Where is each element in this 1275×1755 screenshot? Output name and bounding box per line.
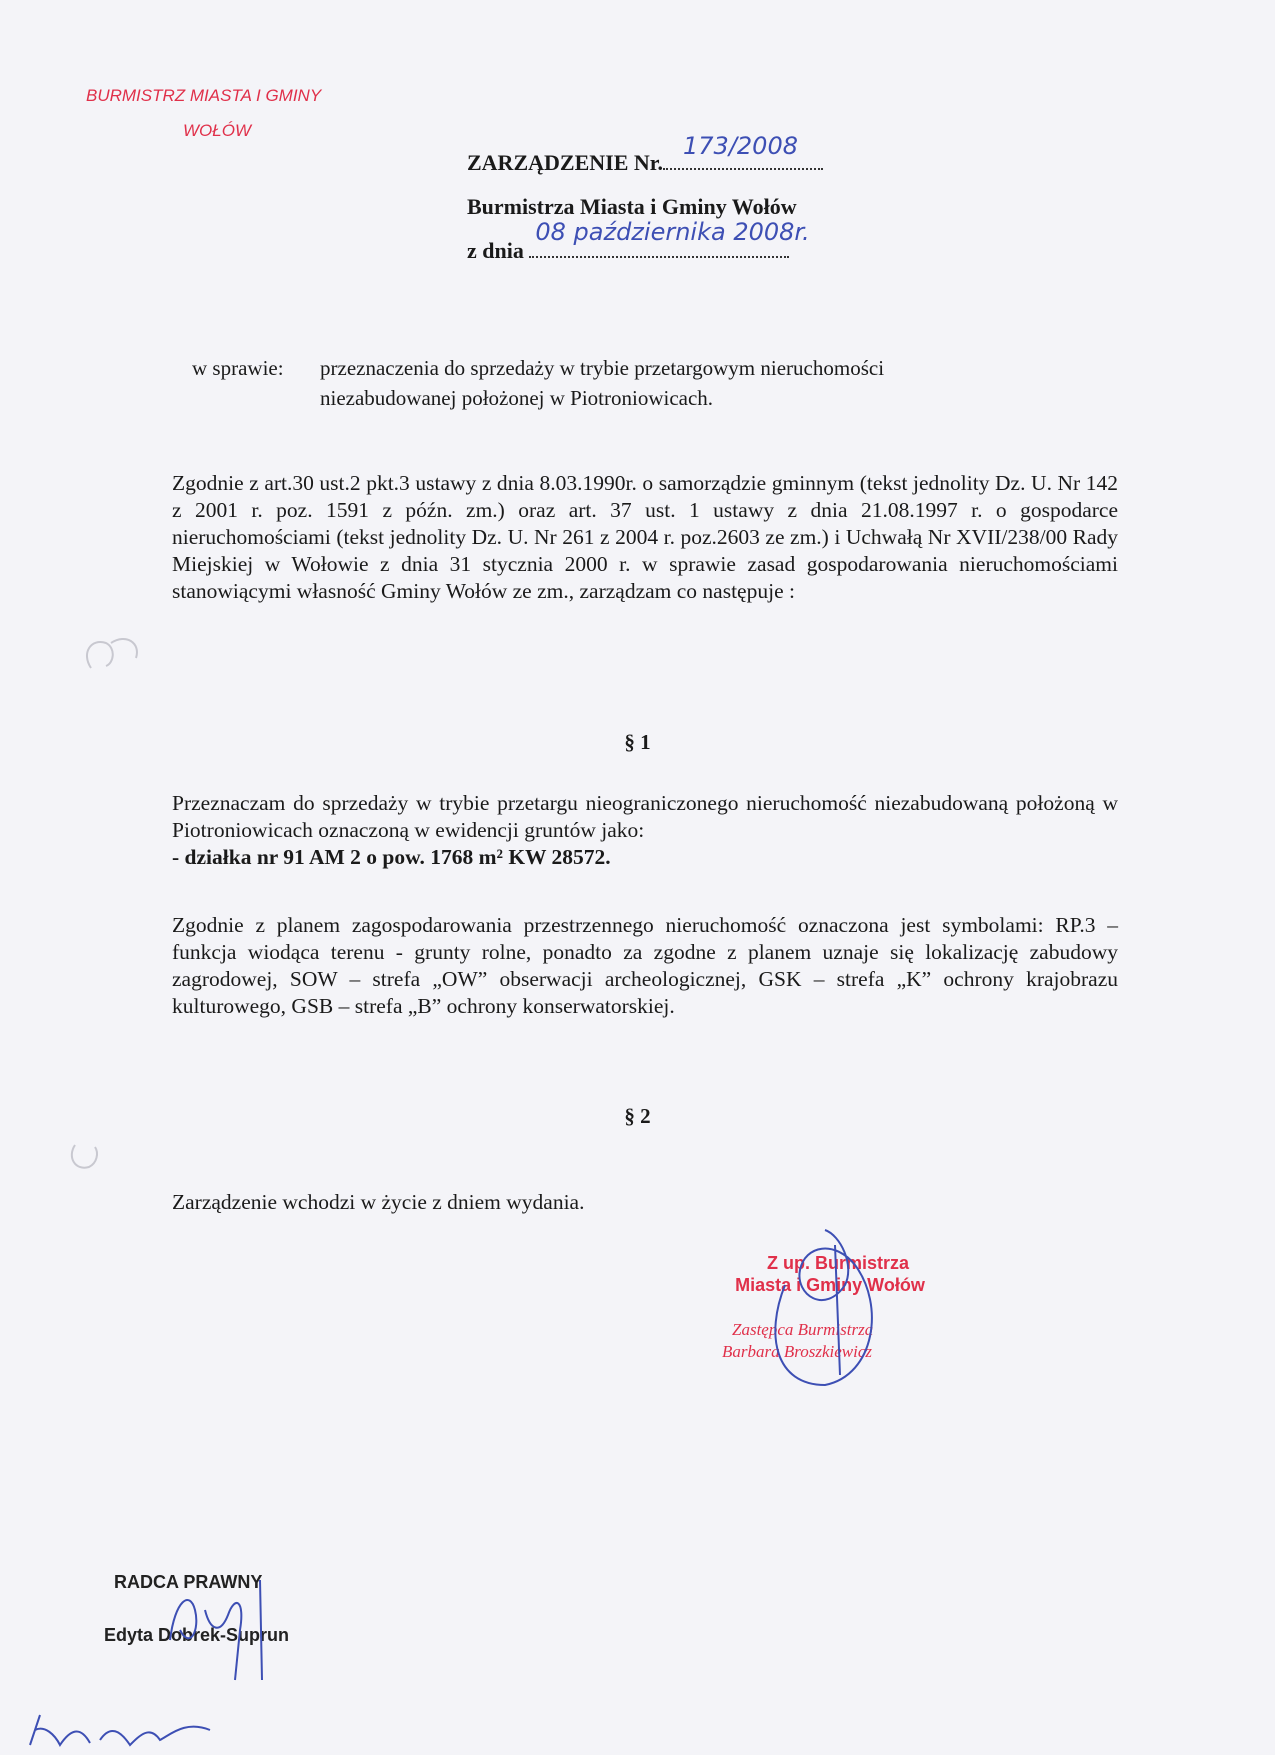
signature-stamp-line2: Miasta i Gminy Wołów bbox=[735, 1275, 925, 1295]
handwritten-signature-blue bbox=[745, 1225, 895, 1395]
punch-hole-mark bbox=[65, 1135, 105, 1175]
authority-line: Burmistrza Miasta i Gminy Wołów bbox=[467, 194, 797, 219]
subject-line2: niezabudowanej położonej w Piotroniowicach. bbox=[320, 386, 714, 410]
date-prefix: z dnia bbox=[467, 238, 524, 263]
handwritten-number: 173/2008 bbox=[683, 132, 798, 160]
punch-hole-mark bbox=[76, 628, 146, 678]
plot-description: - działka nr 91 AM 2 o pow. 1768 m² KW 28572. bbox=[172, 845, 611, 869]
zoning-paragraph: Zgodnie z planem zagospodarowania przestrzennego nieruchomość oznaczona jest symbolami: RP.3 – funkcja wiodąca terenu - grunty rolne, ponadto za zgodne z planem uznaje się lokalizację zabudowy zagrodowej, SOW – strefa „OW” obserwacji archeologicznej, GSK – strefa „K” ochrony krajobrazu kulturowego, GSB – strefa „B” ochrony konserwatorskiej. bbox=[172, 913, 1118, 1018]
section-2-text: Zarządzenie wchodzi w życie z dniem wydania. bbox=[172, 1190, 585, 1214]
handwritten-signature-legal bbox=[150, 1570, 310, 1690]
title-prefix: ZARZĄDZENIE Nr. bbox=[467, 150, 664, 175]
date-field bbox=[529, 218, 810, 258]
handwritten-initials bbox=[20, 1705, 230, 1755]
subject-block bbox=[192, 353, 1092, 413]
legal-basis-paragraph: Zgodnie z art.30 ust.2 pkt.3 ustawy z dnia 8.03.1990r. o samorządzie gminnym (tekst jednolity Dz. U. Nr 142 z 2001 r. poz. 1591 z późn. zm.) oraz art. 37 ust. 1 ustawy z dnia 21.08.1997 r. o gospodarce nieruchomościami (tekst jednolity Dz. U. Nr 261 z 2004 r. poz.2603 ze zm.) i Uchwałą Nr XVII/238/00 Rady Miejskiej w Wołowie z dnia 31 stycznia 2000 r. w sprawie zasad gospodarowania nieruchomościami stanowiącymi własność Gminy Wołów ze zm., zarządzam co następuje : bbox=[172, 471, 1118, 603]
signature-stamp-line1: Z up. Burmistrza bbox=[766, 1253, 909, 1273]
subject-label: w sprawie: bbox=[192, 356, 284, 380]
section-1-text bbox=[172, 790, 1118, 871]
document-header bbox=[467, 132, 823, 282]
section-1-heading: § 1 bbox=[624, 730, 651, 754]
section-1-body: Przeznaczam do sprzedaży w trybie przetargu nieograniczonego nieruchomość niezabudowaną położoną w Piotroniowicach oznaczoną w ewidencji gruntów jako: bbox=[172, 791, 1118, 842]
subject-line1: przeznaczenia do sprzedaży w trybie przetargowym nieruchomości bbox=[320, 356, 885, 380]
date-line bbox=[467, 218, 823, 264]
handwritten-date: 08 października 2008r. bbox=[535, 218, 810, 246]
signature-stamp-line3: Zastępca Burmistrza bbox=[732, 1320, 874, 1339]
legal-stamp-name: Edyta Dobrek-Suprun bbox=[104, 1625, 290, 1645]
legal-stamp-title: RADCA PRAWNY bbox=[114, 1572, 263, 1592]
title-line bbox=[467, 132, 823, 176]
office-stamp-line1: BURMISTRZ MIASTA I GMINY bbox=[86, 86, 322, 105]
office-stamp-line2: WOŁÓW bbox=[183, 121, 251, 140]
section-2-heading: § 2 bbox=[624, 1104, 651, 1128]
number-field bbox=[663, 132, 823, 170]
signature-stamp-line4: Barbara Broszkiewicz bbox=[722, 1342, 873, 1361]
